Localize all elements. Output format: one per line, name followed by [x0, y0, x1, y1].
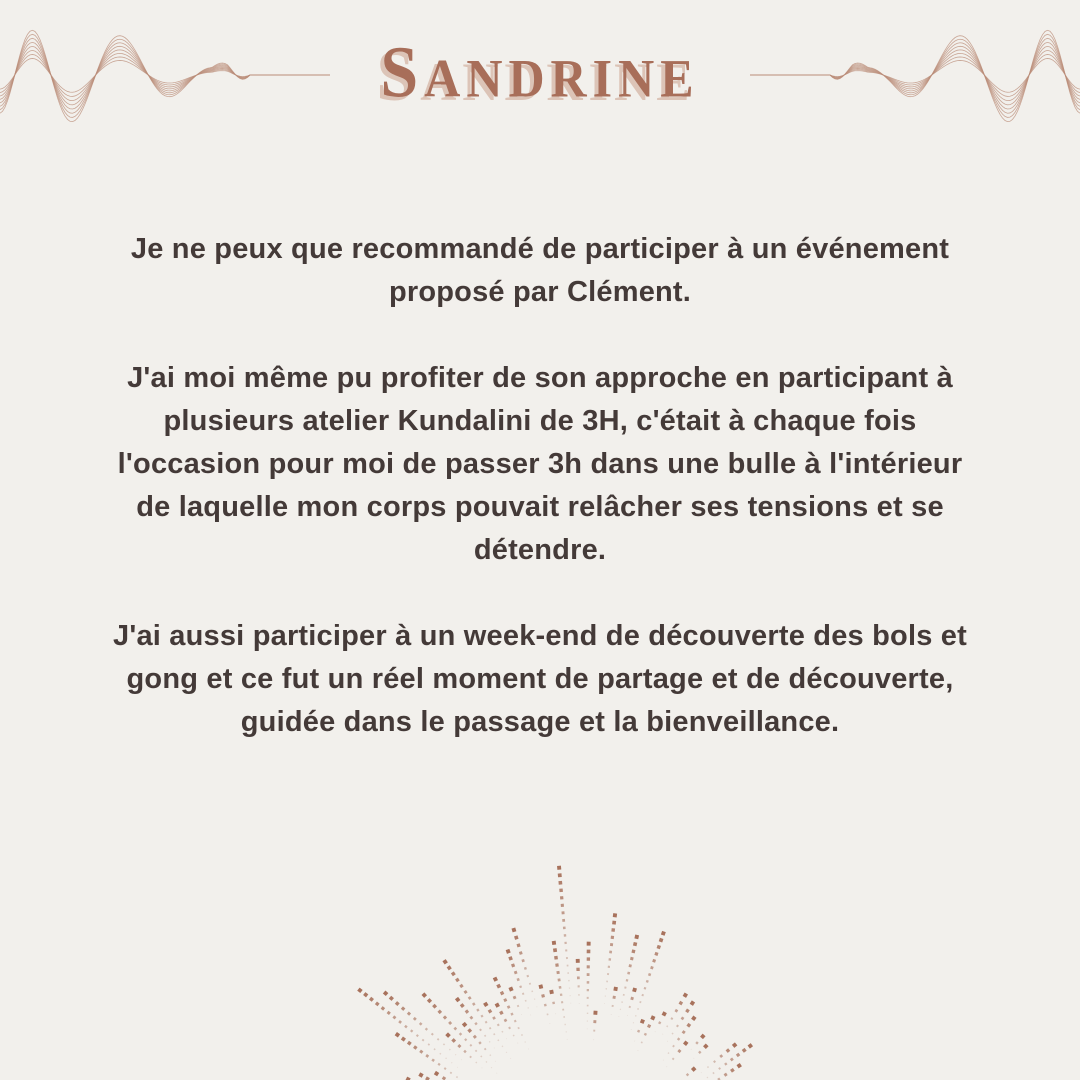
testimonial-paragraph	[113, 615, 967, 744]
testimonial-line: Je ne peux que recommandé de participer à un événement	[130, 233, 950, 265]
testimonial-line: de laquelle mon corps pouvait relâcher ses tensions et se	[136, 491, 944, 523]
testimonial-line: l'occasion pour moi de passer 3h dans une bulle à l'intérieur	[117, 448, 963, 480]
testimonial-line: plusieurs atelier Kundalini de 3H, c'était à chaque fois	[163, 405, 917, 437]
testimonial-line: gong et ce fut un réel moment de partage et de découverte,	[126, 663, 954, 695]
testimonial-line: J'ai aussi participer à un week-end de découverte des bols et	[113, 620, 967, 652]
testimonial-paragraph	[118, 357, 963, 572]
testimonial-text	[0, 228, 1080, 787]
testimonial-line: J'ai moi même pu profiter de son approche en participant à	[127, 362, 953, 394]
page-title: SANDRINE	[380, 30, 700, 113]
sunburst-rays-icon	[0, 858, 1080, 1080]
testimonial-paragraph	[131, 228, 949, 314]
testimonial-line: détendre.	[473, 534, 607, 566]
testimonial-line: proposé par Clément.	[388, 276, 692, 308]
testimonial-line: guidée dans le passage et la bienveillance.	[240, 706, 840, 738]
